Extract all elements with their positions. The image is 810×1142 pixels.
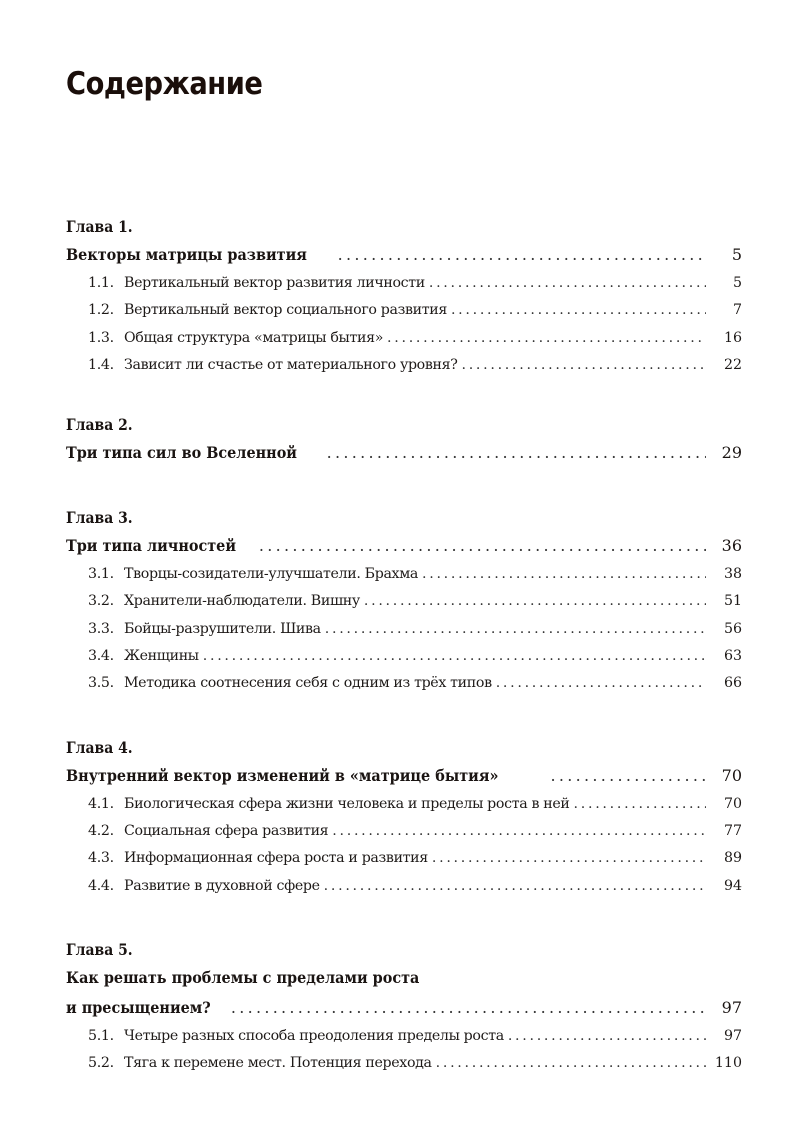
- toc-entry-section[interactable]: [66, 791, 742, 818]
- section-title: Зависит ли счастье от материального уровня?: [124, 356, 458, 373]
- section-number: 3.5.: [88, 675, 114, 692]
- section-number: 3.3.: [88, 620, 114, 637]
- dot-leader: [461, 352, 706, 379]
- dot-leader: [436, 1050, 706, 1077]
- page-title: Содержание: [66, 66, 263, 102]
- page-number: 89: [723, 850, 742, 867]
- dot-leader: [332, 818, 706, 845]
- toc-entry-section[interactable]: [66, 270, 742, 297]
- dot-leader: [496, 670, 706, 697]
- chapter-1: [66, 214, 742, 379]
- section-title: Вертикальный вектор социального развития: [124, 302, 447, 319]
- section-number: 4.2.: [88, 822, 114, 839]
- section-number: 3.4.: [88, 648, 114, 665]
- section-title: Методика соотнесения себя с одним из трёх типов: [124, 675, 492, 692]
- page-number: 5: [731, 245, 742, 264]
- page-number: 97: [721, 997, 742, 1017]
- toc-entry-section[interactable]: [66, 818, 742, 845]
- page-number: 56: [723, 620, 742, 637]
- chapter-4: [66, 735, 742, 900]
- page-number: 38: [723, 566, 742, 583]
- chapter-label: Глава 3.: [66, 508, 133, 528]
- toc-entry-section[interactable]: [66, 325, 742, 352]
- page-number: 70: [721, 765, 742, 785]
- section-title: Информационная сфера роста и развития: [124, 850, 428, 867]
- section-title: Тяга к перемене мест. Потенция перехода: [124, 1055, 432, 1072]
- section-number: 4.3.: [88, 850, 114, 867]
- page-number: 94: [723, 877, 742, 894]
- section-number: 5.1.: [88, 1027, 114, 1044]
- dot-leader: [203, 643, 706, 670]
- section-number: 4.4.: [88, 877, 114, 894]
- page-number: 7: [732, 302, 742, 319]
- chapter-title: Внутренний вектор изменений в «матрице бытия»: [66, 765, 499, 785]
- page-number: 51: [723, 593, 742, 610]
- page-number: 36: [721, 536, 742, 556]
- chapter-title-part: Как решать проблемы с пределами роста: [66, 967, 420, 987]
- page-number: 5: [732, 275, 742, 291]
- page-number: 22: [723, 356, 742, 373]
- section-title: Биологическая сфера жизни человека и пределы роста в ней: [124, 795, 570, 812]
- toc-entry-section[interactable]: [66, 873, 742, 900]
- section-title: Женщины: [124, 648, 199, 665]
- page-number: 29: [721, 443, 742, 463]
- section-number: 1.4.: [88, 356, 114, 373]
- toc-entry-section[interactable]: [66, 643, 742, 670]
- toc-entry-section[interactable]: [66, 616, 742, 643]
- page-number: 66: [723, 675, 742, 692]
- toc-entry-chapter[interactable]: [66, 761, 742, 791]
- page-number: 16: [723, 329, 742, 346]
- chapter-3: [66, 505, 742, 697]
- section-number: 5.2.: [88, 1055, 114, 1072]
- dot-leader: [574, 791, 706, 818]
- dot-leader: [324, 873, 706, 900]
- page-number: 110: [714, 1055, 742, 1072]
- dot-leader: [429, 270, 706, 297]
- chapter-5: [66, 937, 742, 1078]
- chapter-label: Глава 5.: [66, 939, 133, 959]
- dot-leader: [259, 531, 706, 561]
- chapter-title-line-1[interactable]: [66, 963, 742, 993]
- toc-entry-section[interactable]: [66, 561, 742, 588]
- section-title: Хранители-наблюдатели. Вишну: [124, 593, 360, 610]
- toc-entry-section[interactable]: [66, 297, 742, 324]
- section-title: Бойцы-разрушители. Шива: [124, 620, 321, 637]
- dot-leader: [451, 297, 706, 324]
- chapter-label: Глава 2.: [66, 415, 133, 435]
- section-number: 1.2.: [88, 302, 114, 319]
- table-of-contents: [66, 214, 742, 1077]
- toc-entry-section[interactable]: [66, 1050, 742, 1077]
- section-number: 4.1.: [88, 795, 114, 812]
- dot-leader: [327, 438, 706, 468]
- dot-leader: [508, 1023, 706, 1050]
- section-title: Четыре разных способа преодоления пределы роста: [124, 1027, 504, 1044]
- dot-leader: [325, 616, 706, 643]
- section-title: Развитие в духовной сфере: [124, 877, 320, 894]
- page-number: 97: [723, 1027, 742, 1044]
- chapter-title: и пресыщением?: [66, 997, 211, 1017]
- chapter-title: Векторы матрицы развития: [66, 245, 307, 264]
- section-title: Вертикальный вектор развития личности: [124, 275, 425, 291]
- toc-entry-section[interactable]: [66, 1023, 742, 1050]
- section-title: Социальная сфера развития: [124, 822, 329, 839]
- toc-entry-section[interactable]: [66, 588, 742, 615]
- section-number: 3.1.: [88, 566, 114, 583]
- section-number: 1.3.: [88, 329, 114, 346]
- toc-entry-chapter[interactable]: [66, 993, 742, 1023]
- page-number: 63: [723, 648, 742, 665]
- dot-leader: [387, 325, 706, 352]
- section-title: Творцы-созидатели-улучшатели. Брахма: [124, 566, 418, 583]
- chapter-title: Три типа личностей: [66, 536, 237, 556]
- section-number: 1.1.: [88, 275, 114, 291]
- toc-entry-section[interactable]: [66, 352, 742, 379]
- dot-leader: [338, 240, 706, 270]
- dot-leader: [364, 588, 706, 615]
- chapter-2: [66, 412, 742, 468]
- section-title: Общая структура «матрицы бытия»: [124, 329, 384, 346]
- page-number: 77: [723, 822, 742, 839]
- dot-leader: [231, 993, 706, 1023]
- page-number: 70: [723, 795, 742, 812]
- dot-leader: [422, 561, 706, 588]
- chapter-title: Три типа сил во Вселенной: [66, 443, 297, 463]
- toc-entry-section[interactable]: [66, 845, 742, 872]
- dot-leader: [551, 761, 706, 791]
- toc-entry-chapter[interactable]: [66, 240, 742, 270]
- chapter-label: Глава 1.: [66, 217, 133, 236]
- toc-entry-chapter[interactable]: [66, 438, 742, 468]
- toc-entry-section[interactable]: [66, 670, 742, 697]
- toc-entry-chapter[interactable]: [66, 531, 742, 561]
- chapter-label: Глава 4.: [66, 737, 133, 757]
- section-number: 3.2.: [88, 593, 114, 610]
- dot-leader: [432, 845, 706, 872]
